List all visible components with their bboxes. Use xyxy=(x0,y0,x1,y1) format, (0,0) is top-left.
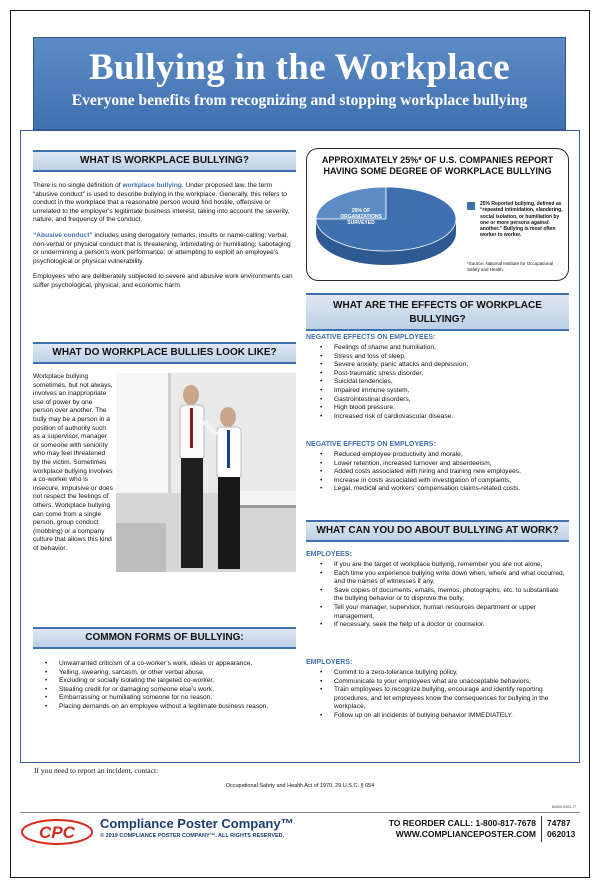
list-item: • Yelling, swearing, sarcasm, or other verbal abuse, xyxy=(43,669,285,678)
list-item: • Excluding or socially isolating the targeted co-worker, xyxy=(43,677,285,686)
action-employers-label: EMPLOYERS: xyxy=(306,659,353,666)
legend-swatch xyxy=(467,202,475,210)
action-employers-list xyxy=(318,669,568,721)
footer-divider xyxy=(20,812,580,813)
header-banner xyxy=(33,37,566,130)
list-item: • Increase in costs associated with investigation of complaints, xyxy=(318,477,568,486)
list-item: • Stress and loss of sleep, xyxy=(318,353,568,362)
effects-heading: WHAT ARE THE EFFECTS OF WORKPLACE BULLYING? xyxy=(306,293,569,331)
legal-citation: Occupational Safety and Health Act of 1970, 29 U.S.C. § 654 xyxy=(225,783,375,789)
what-is-paragraph-2: “Abusive conduct” includes using derogatory remarks, insults or name-calling; verbal, non-verbal or physical conduct that is threatening, intimidating or humiliating; sabotaging or undermining a person’s work performance; or attempting to exploit an employee’s psychological or physical vulnerability. xyxy=(33,231,291,265)
copyright: © 2019 COMPLIANCE POSTER COMPANY™. ALL RIGHTS RESERVED. xyxy=(100,833,285,839)
office-photo xyxy=(116,373,296,572)
forms-list xyxy=(43,660,285,712)
effects-employers-label: NEGATIVE EFFECTS ON EMPLOYERS: xyxy=(306,441,436,448)
list-item: • Increased risk of cardiovascular disease. xyxy=(318,413,568,422)
list-item: • Gastrointestinal disorders, xyxy=(318,396,568,405)
poster-codes xyxy=(547,818,575,840)
slice-label-line-1: 25% OF xyxy=(351,208,371,214)
list-item: • If you are the target of workplace bullying, remember you are not alone, xyxy=(318,561,568,570)
list-item: • Feelings of shame and humiliation, xyxy=(318,344,568,353)
list-item: • Tell your manager, supervisor, human resources department or upper management, xyxy=(318,604,568,621)
list-item: • Reduced employee productivity and morale, xyxy=(318,451,568,460)
list-item: • Post-traumatic stress disorder, xyxy=(318,370,568,379)
action-employees-list xyxy=(318,561,568,630)
list-item: • If necessary, seek the help of a doctor or counselor. xyxy=(318,621,568,630)
product-code: 74787 xyxy=(547,818,571,828)
effects-employers-list xyxy=(318,451,568,494)
revision-code: 062013 xyxy=(547,829,576,839)
bullying-statistic-chart xyxy=(306,148,569,281)
slice-label-line-3: SURVEYED xyxy=(347,220,375,226)
page-subtitle: Everyone benefits from recognizing and stopping workplace bullying xyxy=(71,92,528,109)
reorder-phone: TO REORDER CALL: 1-800-817-7678 xyxy=(388,818,536,828)
company-name: Compliance Poster Company™ xyxy=(100,816,294,831)
list-item: • Each time you experience bullying write down when, where and what occurred, and the names of witnesses if any, xyxy=(318,570,568,587)
list-item: • High blood pressure, xyxy=(318,404,568,413)
slice-label-line-2: ORGANIZATIONS xyxy=(340,214,382,220)
list-item: • Added costs associated with hiring and training new employees, xyxy=(318,468,568,477)
what-is-paragraph-1: There is no single definition of workplace bullying. Under proposed law, the term “abusive conduct” is used to describe bullying in the workplace. Generally, this refers to conduct in the workplace that a reasonable person would find hostile, offensive or unrelated to the employer’s legitimate business interest, taking into account the severity, nature, and frequency of the conduct. xyxy=(33,182,290,224)
list-item: • Embarrassing or humiliating someone for no reason, xyxy=(43,694,285,703)
list-item: • Communicate to your employees what are unacceptable behaviors, xyxy=(318,678,568,687)
cpc-logo xyxy=(21,818,93,846)
pie-chart xyxy=(311,179,461,277)
bullies-heading: WHAT DO WORKPLACE BULLIES LOOK LIKE? xyxy=(33,342,296,364)
logo-text: CPC xyxy=(39,823,75,842)
list-item: • Suicidal tendencies, xyxy=(318,378,568,387)
list-item: • Follow up on all incidents of bullying behavior IMMEDIATELY. xyxy=(318,712,568,721)
website: WWW.COMPLIANCEPOSTER.COM xyxy=(395,829,536,839)
list-item: • Save copies of documents, emails, memos, photographs, etc. to substantiate the bullying behavior or to disprove the bully, xyxy=(318,587,568,604)
list-item: • Severe anxiety, panic attacks and depression, xyxy=(318,361,568,370)
reorder-info xyxy=(360,818,536,840)
what-is-body xyxy=(33,182,297,298)
forms-heading: COMMON FORMS OF BULLYING: xyxy=(33,627,296,649)
footer-separator xyxy=(541,816,542,842)
what-is-heading: WHAT IS WORKPLACE BULLYING? xyxy=(33,150,296,172)
list-item: • Commit to a zero-tolerance bullying policy, xyxy=(318,669,568,678)
list-item: • Unwarranted criticism of a co-worker’s work, ideas or appearance, xyxy=(43,660,285,669)
legend-text: 25% Reported bullying, defined as “repeated intimidation, slandering, social isolation, or humiliation by one or more persons against another.” Bullying is most often worker to worker. xyxy=(480,201,563,239)
chart-source: *Source: National Institute for Occupational Safety and Health. xyxy=(467,261,554,272)
serial-number: B0000-0000-77 xyxy=(552,805,577,809)
effects-employees-list xyxy=(318,344,568,421)
effects-employees-label: NEGATIVE EFFECTS ON EMPLOYEES: xyxy=(306,334,436,341)
list-item: • Impaired immune system, xyxy=(318,387,568,396)
list-item: • Legal, medical and workers’ compensation claims-related costs. xyxy=(318,485,568,494)
chart-title: APPROXIMATELY 25%* OF U.S. COMPANIES REPORT HAVING SOME DEGREE OF WORKPLACE BULLYING xyxy=(321,155,554,176)
bullies-body: Workplace bullying sometimes, but not always, involves an inappropriate use of power by one person over another. The bully may be a person in a position of authority such as a supervisor, manager or someone with seniority who may feel threatened by the victim. Sometimes workplace bullying involves a co-worker who is insecure, impulsive or does not respect the feelings of others. Workplace bullying can come from a single person, group conduct (mobbing) or a company culture that allows this kind of behavior. xyxy=(33,373,113,552)
list-item: • Lower retention, increased turnover and absenteeism, xyxy=(318,460,568,469)
what-is-paragraph-3: Employees who are deliberately subjected to severe and abusive work environments can suffer psychological, physical, and economic harm. xyxy=(33,273,293,289)
report-incident-line: If you need to report an incident, contact: xyxy=(34,766,159,775)
action-heading: WHAT CAN YOU DO ABOUT BULLYING AT WORK? xyxy=(306,520,569,542)
page-title: Bullying in the Workplace xyxy=(88,47,511,88)
list-item: • Train employees to recognize bullying, encourage and identify reporting procedures, and let employees know the consequences for bullying in the workplace, xyxy=(318,686,568,712)
list-item: • Stealing credit for or damaging someone else’s work, xyxy=(43,686,285,695)
list-item: • Placing demands on an employee without a legitimate business reason. xyxy=(43,703,285,712)
action-employees-label: EMPLOYEES: xyxy=(306,551,352,558)
